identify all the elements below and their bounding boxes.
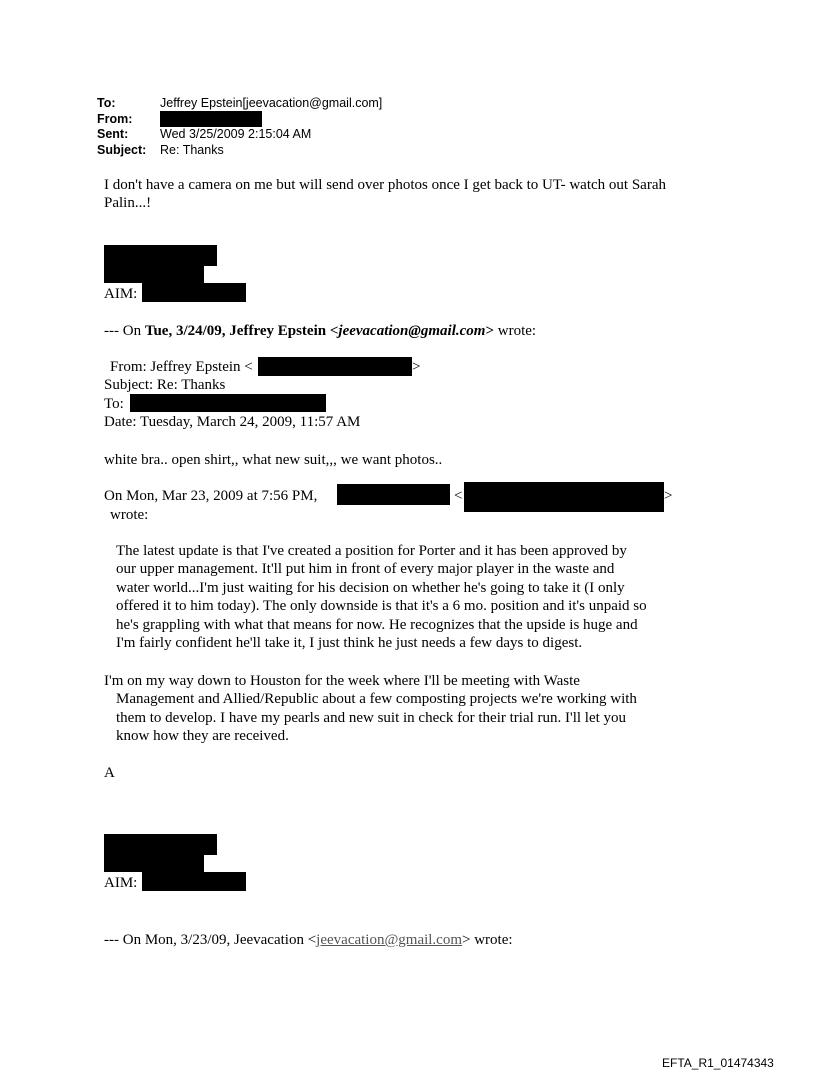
email-link[interactable]: jeevacation@gmail.com — [316, 932, 463, 948]
paragraph-line: water world...I'm just waiting for his decision on whether he's going to take it (I only — [116, 580, 625, 596]
paragraph-line: know how they are received. — [116, 728, 289, 744]
document-id: EFTA_R1_01474343 — [662, 1056, 774, 1070]
aim-label: AIM: — [104, 286, 138, 302]
subject-value: Re: Thanks — [160, 143, 224, 157]
quote2-line1: On Mon, Mar 23, 2009 at 7:56 PM, — [104, 488, 318, 504]
paragraph-line: I'm on my way down to Houston for the week where I'll be meeting with Waste — [104, 673, 580, 689]
fwd-from-redaction — [258, 357, 412, 376]
sender-email-redaction — [464, 482, 664, 512]
paragraph-line: our upper management. It'll put him in front of every major player in the waste and — [116, 561, 615, 577]
quote3-header: --- On Mon, 3/23/09, Jeevacation <jeevacation@gmail.com> wrote: — [104, 932, 513, 948]
signature-redaction — [104, 854, 204, 872]
sent-label: Sent: — [97, 127, 129, 141]
paragraph-line: The latest update is that I've created a position for Porter and it has been approved by — [116, 543, 627, 559]
fwd-to: To: — [104, 396, 124, 412]
signature-redaction — [104, 265, 204, 283]
signature-redaction — [104, 834, 217, 855]
to-value: Jeffrey Epstein[jeevacation@gmail.com] — [160, 96, 383, 110]
quote-header: --- On Tue, 3/24/09, Jeffrey Epstein <jeevacation@gmail.com> wrote: — [104, 323, 537, 339]
quote2-lt: < — [454, 488, 463, 504]
paragraph-line: Management and Allied/Republic about a few composting projects we're working with — [116, 691, 637, 707]
aim-label: AIM: — [104, 875, 138, 891]
aim-redaction — [142, 872, 246, 891]
sign-initial: A — [104, 765, 115, 781]
paragraph-line: them to develop. I have my pearls and new suit in check for their trial run. I'll let you — [116, 710, 627, 726]
from-redaction — [160, 111, 262, 127]
signature-redaction — [104, 245, 217, 266]
to-label: To: — [97, 96, 116, 110]
sent-value: Wed 3/25/2009 2:15:04 AM — [160, 127, 312, 141]
fwd-date: Date: Tuesday, March 24, 2009, 11:57 AM — [104, 414, 361, 430]
reply-line-1: I don't have a camera on me but will send over photos once I get back to UT- watch out Sarah — [104, 177, 666, 193]
epstein-message: white bra.. open shirt,, what new suit,,, we want photos.. — [104, 452, 443, 468]
fwd-from-close: > — [412, 359, 421, 375]
fwd-subject: Subject: Re: Thanks — [104, 377, 226, 393]
quote2-gt: > — [664, 488, 673, 504]
quote2-line2: wrote: — [110, 507, 149, 523]
paragraph-line: he's grappling with what that means for now. He recognizes that the upside is huge and — [116, 617, 638, 633]
paragraph-line: offered it to him today). The only downside is that it's a 6 mo. position and it's unpaid so — [116, 598, 647, 614]
aim-redaction — [142, 283, 246, 302]
reply-line-2: Palin...! — [104, 195, 152, 211]
paragraph-line: I'm fairly confident he'll take it, I just think he just needs a few days to digest. — [116, 635, 583, 651]
from-label: From: — [97, 112, 133, 126]
fwd-to-redaction — [130, 394, 326, 412]
subject-label: Subject: — [97, 143, 147, 157]
fwd-from: From: Jeffrey Epstein < — [110, 359, 253, 375]
sender-name-redaction — [337, 484, 450, 505]
